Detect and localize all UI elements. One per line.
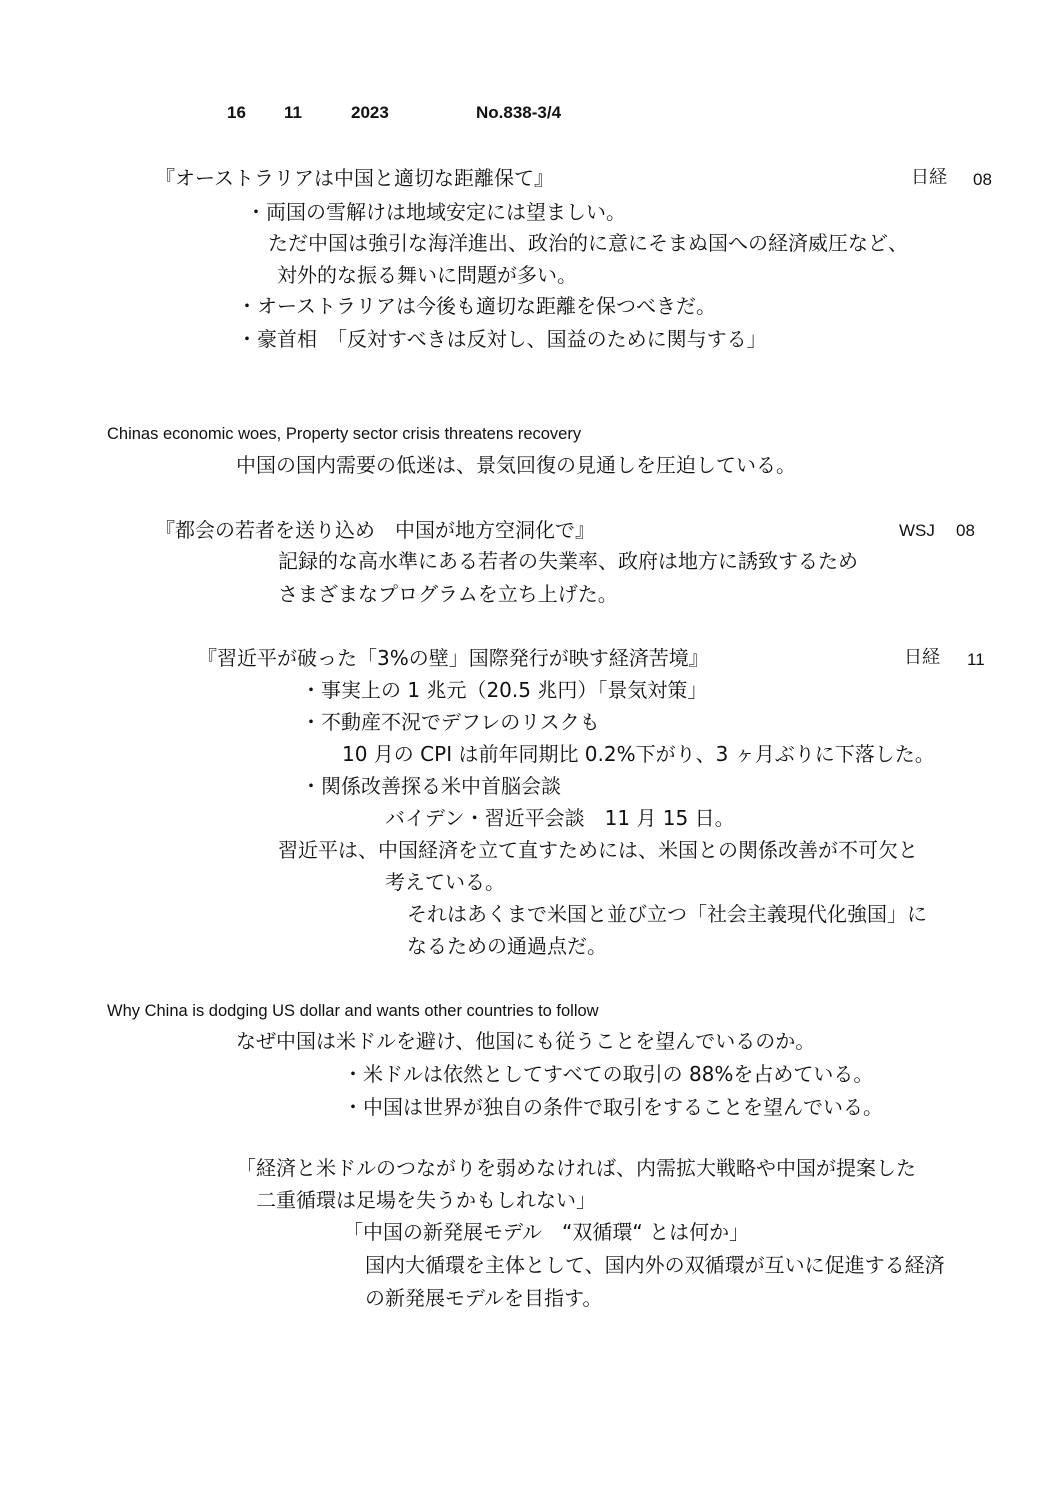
header-year: 2023 bbox=[351, 103, 389, 122]
xi-line-8: それはあくまで米国と並び立つ「社会主義現代化強国」に bbox=[407, 902, 927, 926]
australia-line-3: 対外的な振る舞いに問題が多い。 bbox=[277, 263, 577, 287]
youth-source: WSJ bbox=[899, 521, 935, 540]
xi-line-3: 10 月の CPI は前年同期比 0.2%下がり、3 ヶ月ぶりに下落した。 bbox=[342, 742, 935, 766]
dollar-line-3: ・中国は世界が独自の条件で取引をすることを望んでいる。 bbox=[343, 1095, 883, 1119]
dollar-line-4: 「経済と米ドルのつながりを弱めなければ、内需拡大戦略や中国が提案した bbox=[236, 1156, 916, 1180]
xi-line-2: ・不動産不況でデフレのリスクも bbox=[301, 710, 600, 734]
xi-line-4: ・関係改善探る米中首脳会談 bbox=[301, 774, 561, 798]
youth-line-1: 記録的な高水準にある若者の失業率、政府は地方に誘致するため bbox=[278, 549, 858, 573]
dollar-headline: Why China is dodging US dollar and wants other countries to follow bbox=[107, 1002, 599, 1020]
youth-title: 『都会の若者を送り込め 中国が地方空洞化で』 bbox=[155, 518, 595, 542]
xi-date: 11 bbox=[967, 650, 985, 669]
dollar-line-2: ・米ドルは依然としてすべての取引の 88%を占めている。 bbox=[343, 1062, 874, 1086]
dollar-line-6: 「中国の新発展モデル “双循環“ とは何か」 bbox=[343, 1220, 750, 1244]
xi-line-1: ・事実上の 1 兆元（20.5 兆円）「景気対策」 bbox=[301, 678, 708, 702]
dollar-line-8: の新発展モデルを目指す。 bbox=[365, 1286, 603, 1310]
economic-woes-headline: Chinas economic woes, Property sector crisis threatens recovery bbox=[107, 425, 582, 443]
xi-line-5: バイデン・習近平会談 11 月 15 日。 bbox=[385, 806, 735, 830]
australia-line-5: ・豪首相 「反対すべきは反対し、国益のために関与する」 bbox=[237, 327, 767, 351]
xi-line-7: 考えている。 bbox=[385, 870, 505, 894]
australia-date: 08 bbox=[973, 170, 992, 189]
australia-line-1: ・両国の雪解けは地域安定には望ましい。 bbox=[246, 200, 626, 224]
xi-line-6: 習近平は、中国経済を立て直すためには、米国との関係改善が不可欠と bbox=[278, 838, 918, 862]
economic-woes-translation: 中国の国内需要の低迷は、景気回復の見通しを圧迫している。 bbox=[236, 453, 796, 477]
australia-title: 『オーストラリアは中国と適切な距離保て』 bbox=[155, 166, 554, 190]
australia-line-2: ただ中国は強引な海洋進出、政治的に意にそまぬ国への経済威圧など、 bbox=[268, 231, 908, 255]
xi-source: 日経 bbox=[904, 647, 940, 668]
xi-title: 『習近平が破った「3%の壁」国際発行が映す経済苦境』 bbox=[197, 646, 709, 670]
header-number: No.838-3/4 bbox=[476, 103, 562, 122]
australia-source: 日経 bbox=[911, 167, 947, 188]
dollar-line-7: 国内大循環を主体として、国内外の双循環が互いに促進する経済 bbox=[365, 1253, 945, 1277]
header-day: 16 bbox=[227, 103, 246, 122]
youth-line-2: さまざまなプログラムを立ち上げた。 bbox=[278, 582, 618, 606]
youth-date: 08 bbox=[956, 521, 975, 540]
australia-line-4: ・オーストラリアは今後も適切な距離を保つべきだ。 bbox=[237, 294, 716, 318]
xi-line-9: なるための通過点だ。 bbox=[407, 934, 607, 958]
header-month: 11 bbox=[284, 103, 302, 122]
dollar-line-5: 二重循環は足場を失うかもしれない」 bbox=[256, 1188, 596, 1212]
dollar-line-1: なぜ中国は米ドルを避け、他国にも従うことを望んでいるのか。 bbox=[236, 1029, 816, 1053]
